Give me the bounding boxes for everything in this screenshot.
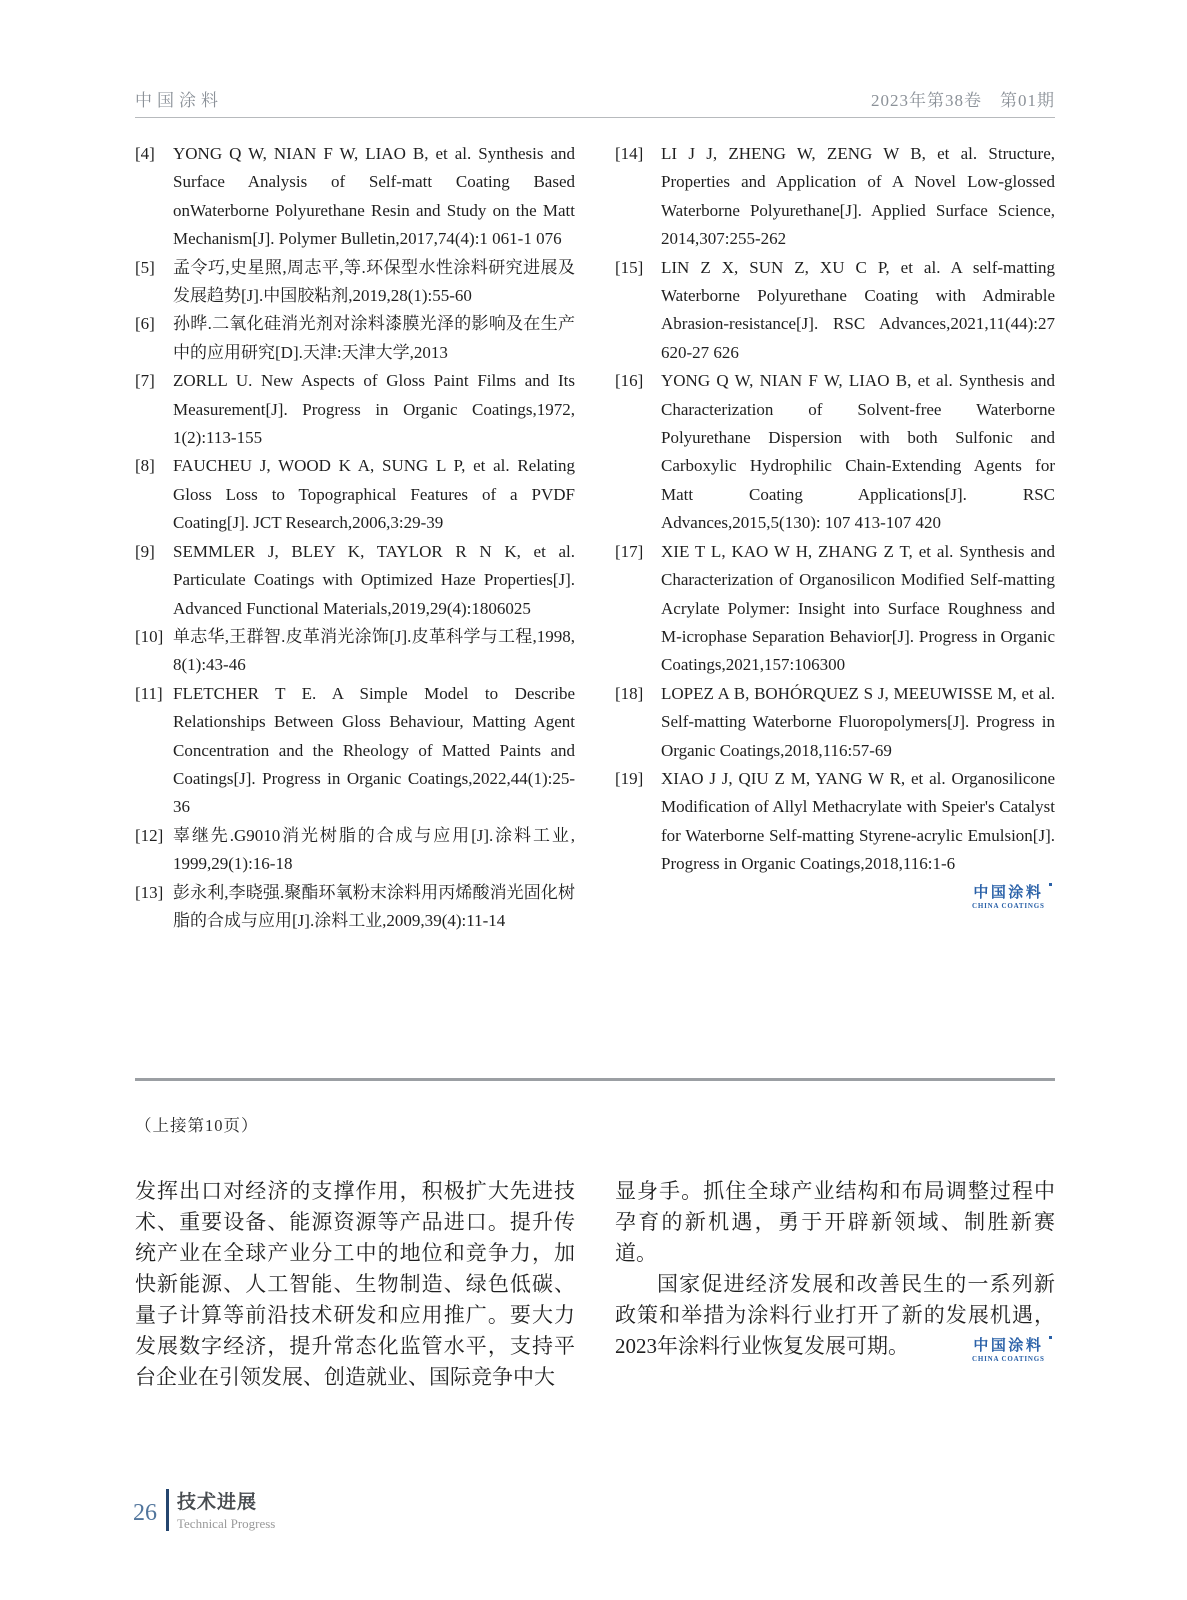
section-title-cn: 技术进展 bbox=[177, 1492, 258, 1513]
reference-item bbox=[135, 140, 575, 254]
journal-name: 中国涂料 bbox=[135, 91, 223, 110]
reference-item bbox=[615, 765, 1055, 879]
reference-item bbox=[135, 623, 575, 680]
logo-text-cn: 中国涂料 bbox=[973, 885, 1044, 901]
reference-text: FAUCHEU J, WOOD K A, SUNG L P, et al. Relating Gloss Loss to Topographical Features of a PVDF Coating[J]. JCT Research,2006,3:29-39 bbox=[173, 456, 575, 533]
reference-text: XIE T L, KAO W H, ZHANG Z T, et al. Synthesis and Characterization of Organosilicon Modified Self-matting Acrylate Polymer: Insight into Surface Roughness and M-icrophase Separation Behavior[J]. Progress in Organic Coatings,2021,157:106300 bbox=[661, 541, 1055, 675]
reference-number: [8] bbox=[135, 456, 155, 476]
reference-text: YONG Q W, NIAN F W, LIAO B, et al. Synthesis and Characterization of Solvent-free Waterborne Polyurethane Dispersion with both Sulfonic and Carboxylic Hydrophilic Chain-Extending Agents for Matt Coating Applications[J]. RSC Advances,2015,5(130): 107 413-107 420 bbox=[661, 371, 1055, 533]
reference-number: [19] bbox=[615, 768, 644, 788]
trademark-icon bbox=[1049, 1336, 1052, 1339]
reference-number: [12] bbox=[135, 825, 164, 845]
continuation-note: （上接第10页） bbox=[135, 1116, 259, 1135]
reference-text: SEMMLER J, BLEY K, TAYLOR R N K, et al. Particulate Coatings with Optimized Haze Properties[J]. Advanced Functional Materials,2019,29(4):1806025 bbox=[173, 541, 575, 618]
reference-section bbox=[135, 140, 1055, 935]
reference-text: LIN Z X, SUN Z, XU C P, et al. A self-matting Waterborne Polyurethane Coating with Admirable Abrasion-resistance[J]. RSC Advances,2021,11(44):27 620-27 626 bbox=[661, 257, 1055, 362]
trademark-icon bbox=[1049, 883, 1052, 886]
china-coatings-logo bbox=[972, 886, 1045, 910]
reference-number: [17] bbox=[615, 541, 644, 561]
reference-number: [18] bbox=[615, 683, 644, 703]
reference-item bbox=[135, 254, 575, 311]
reference-item bbox=[135, 680, 575, 822]
reference-number: [9] bbox=[135, 541, 155, 561]
reference-text: 彭永利,李晓强.聚酯环氧粉末涂料用丙烯酸消光固化树脂的合成与应用[J].涂料工业,2009,39(4):11-14 bbox=[173, 882, 575, 930]
body-paragraph: 显身手。抓住全球产业结构和布局调整过程中孕育的新机遇，勇于开辟新领域、制胜新赛道。 bbox=[615, 1179, 1055, 1265]
reference-number: [7] bbox=[135, 371, 155, 391]
reference-text: 单志华,王群智.皮革消光涂饰[J].皮革科学与工程,1998, 8(1):43-46 bbox=[173, 626, 575, 675]
reference-text: 孙晔.二氧化硅消光剂对涂料漆膜光泽的影响及在生产中的应用研究[D].天津:天津大学,2013 bbox=[173, 314, 575, 362]
reference-item bbox=[135, 310, 575, 367]
reference-item bbox=[135, 822, 575, 879]
footer-section bbox=[177, 1487, 275, 1532]
logo-text-cn: 中国涂料 bbox=[973, 1338, 1044, 1354]
reference-text: ZORLL U. New Aspects of Gloss Paint Films and Its Measurement[J]. Progress in Organic Coatings,1972, 1(2):113-155 bbox=[173, 371, 575, 448]
section-title-en: Technical Progress bbox=[177, 1516, 276, 1531]
reference-item bbox=[615, 140, 1055, 254]
reference-number: [13] bbox=[135, 882, 164, 902]
reference-text: 辜继先.G9010消光树脂的合成与应用[J].涂料工业, 1999,29(1):16-18 bbox=[173, 825, 575, 874]
reference-number: [10] bbox=[135, 626, 164, 646]
page-number: 26 bbox=[133, 1500, 157, 1526]
footer-divider-bar bbox=[166, 1489, 169, 1531]
reference-text: LI J J, ZHENG W, ZENG W B, et al. Structure, Properties and Application of A Novel Low-glossed Waterborne Polyurethane[J]. Applied Surface Science, 2014,307:255-262 bbox=[661, 144, 1055, 249]
reference-number: [14] bbox=[615, 144, 644, 163]
reference-number: [11] bbox=[135, 683, 163, 703]
logo-text-en: CHINA COATINGS bbox=[972, 1355, 1045, 1363]
reference-column-right bbox=[615, 140, 1055, 935]
body-column-left bbox=[135, 1176, 575, 1393]
header-rule bbox=[135, 117, 1055, 118]
reference-text: YONG Q W, NIAN F W, LIAO B, et al. Synthesis and Surface Analysis of Self-matt Coating Based onWaterborne Polyurethane Resin and Study on the Matt Mechanism[J]. Polymer Bulletin,2017,74(4):1 061-1 076 bbox=[173, 144, 575, 249]
reference-number: [6] bbox=[135, 314, 155, 334]
reference-item bbox=[615, 367, 1055, 537]
reference-number: [5] bbox=[135, 257, 155, 277]
body-paragraph: 国家促进经济发展和改善民生的一系列新政策和举措为涂料行业打开了新的发展机遇，2023年涂料行业恢复发展可期。 bbox=[615, 1272, 1055, 1358]
reference-item bbox=[615, 538, 1055, 680]
reference-item bbox=[135, 452, 575, 537]
body-section bbox=[135, 1176, 1055, 1393]
reference-item bbox=[135, 367, 575, 452]
reference-text: XIAO J J, QIU Z M, YANG W R, et al. Organosilicone Modification of Allyl Methacrylate with Speier's Catalyst for Waterborne Self-matting Styrene-acrylic Emulsion[J]. Progress in Organic Coatings,2018,116:1-6 bbox=[661, 768, 1055, 874]
section-divider bbox=[135, 1078, 1055, 1081]
page-footer bbox=[133, 1487, 275, 1532]
reference-text: FLETCHER T E. A Simple Model to Describe Relationships Between Gloss Behaviour, Matting Agent Concentration and the Rheology of Matted Paints and Coatings[J]. Progress in Organic Coatings,2022,44(1):25-36 bbox=[173, 683, 575, 817]
reference-text: 孟令巧,史星照,周志平,等.环保型水性涂料研究进展及发展趋势[J].中国胶粘剂,2019,28(1):55-60 bbox=[173, 257, 575, 306]
reference-number: [15] bbox=[615, 257, 644, 277]
reference-number: [16] bbox=[615, 371, 644, 391]
reference-item bbox=[615, 254, 1055, 368]
logo-text-en: CHINA COATINGS bbox=[972, 902, 1045, 910]
reference-item bbox=[135, 538, 575, 623]
reference-item bbox=[135, 879, 575, 936]
reference-item bbox=[615, 680, 1055, 765]
china-coatings-logo bbox=[972, 1339, 1045, 1363]
page-header bbox=[135, 86, 1055, 111]
body-paragraph: 发挥出口对经济的支撑作用，积极扩大先进技术、重要设备、能源资源等产品进口。提升传统产业在全球产业分工中的地位和竞争力，加快新能源、人工智能、生物制造、绿色低碳、量子计算等前沿技术研发和应用推广。要大力发展数字经济，提升常态化监管水平，支持平台企业在引领发展、创造就业、国际竞争中大 bbox=[135, 1179, 575, 1389]
reference-column-left bbox=[135, 140, 575, 935]
reference-number: [4] bbox=[135, 144, 155, 163]
reference-text: LOPEZ A B, BOHÓRQUEZ S J, MEEUWISSE M, et al. Self-matting Waterborne Fluoropolymers[J]. Progress in Organic Coatings,2018,116:57-69 bbox=[661, 683, 1055, 760]
issue-info: 2023年第38卷 第01期 bbox=[871, 91, 1055, 110]
